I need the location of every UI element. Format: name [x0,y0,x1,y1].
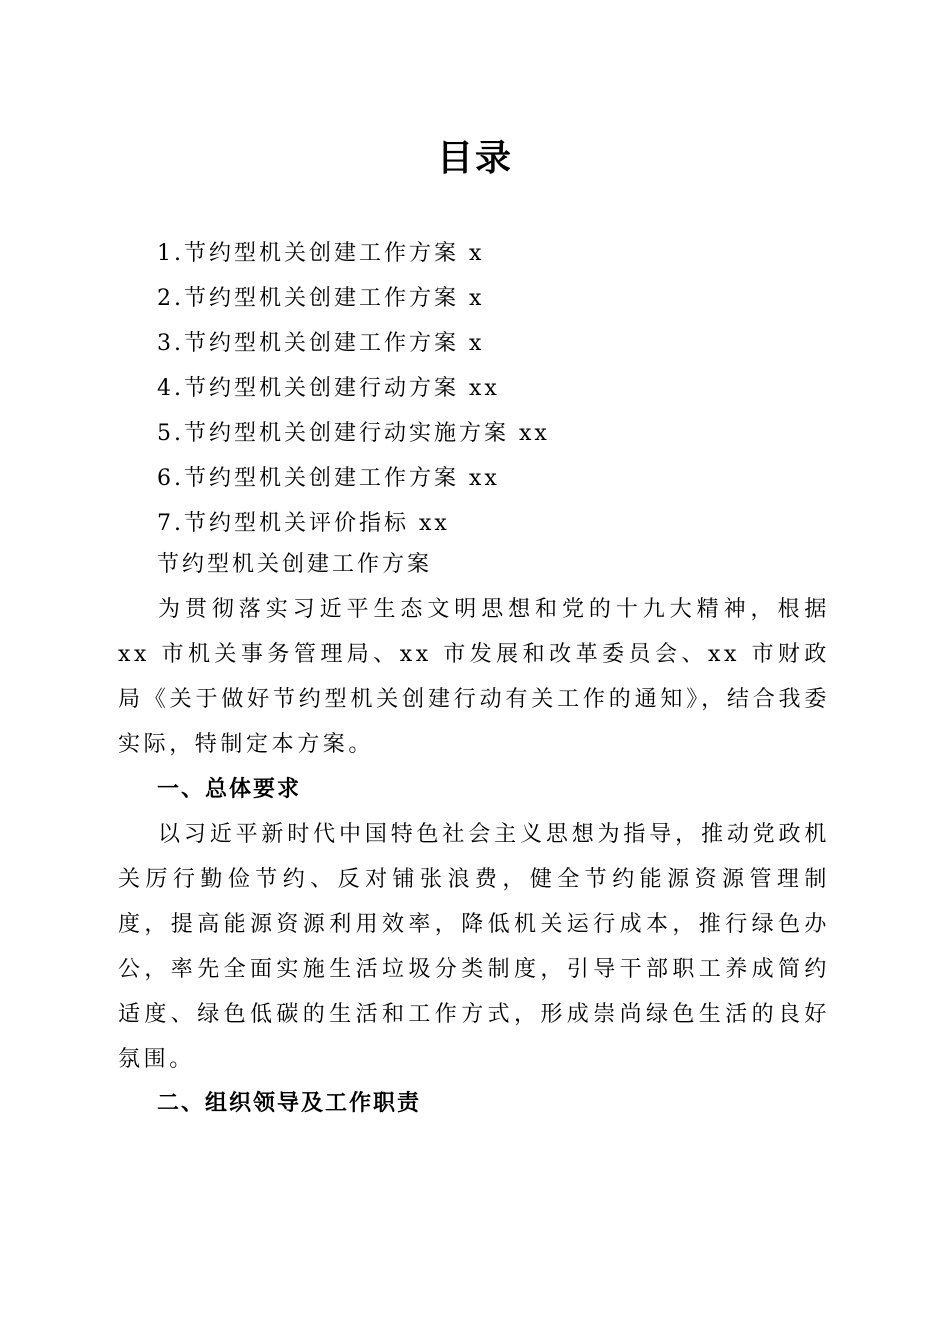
toc-item: 1.节约型机关创建工作方案 x [157,241,485,266]
toc-item: 4.节约型机关创建行动方案 xx [157,376,500,401]
general-requirements-paragraph: 以习近平新时代中国特色社会主义思想为指导，推动党政机关厉行勤俭节约、反对铺张浪费，健全节约能源资源管理制度，提高能源资源利用效率，降低机关运行成本，推行绿色办公，率先全面实施生活垃圾分类制度，引导干部职工养成简约适度、绿色低碳的生活和工作方式，形成崇尚绿色生活的良好氛围。 [118,822,830,1072]
toc-item: 2.节约型机关创建工作方案 x [157,286,485,311]
document-heading: 节约型机关创建工作方案 [157,552,433,577]
toc-item: 6.节约型机关创建工作方案 xx [157,466,500,491]
intro-paragraph: 为贯彻落实习近平生态文明思想和党的十九大精神，根据 xx 市机关事务管理局、xx 市发展和改革委员会、xx 市财政局《关于做好节约型机关创建行动有关工作的通知》，结合我委实际，特制定本方案。 [118,597,830,757]
toc-item: 3.节约型机关创建工作方案 x [157,331,485,356]
toc-item: 5.节约型机关创建行动实施方案 xx [157,421,550,446]
section-heading-general-requirements: 一、总体要求 [157,777,302,802]
page-title: 目录 [436,138,513,179]
section-heading-organization: 二、组织领导及工作职责 [157,1091,422,1116]
table-of-contents [157,231,550,546]
toc-item: 7.节约型机关评价指标 xx [157,511,450,536]
